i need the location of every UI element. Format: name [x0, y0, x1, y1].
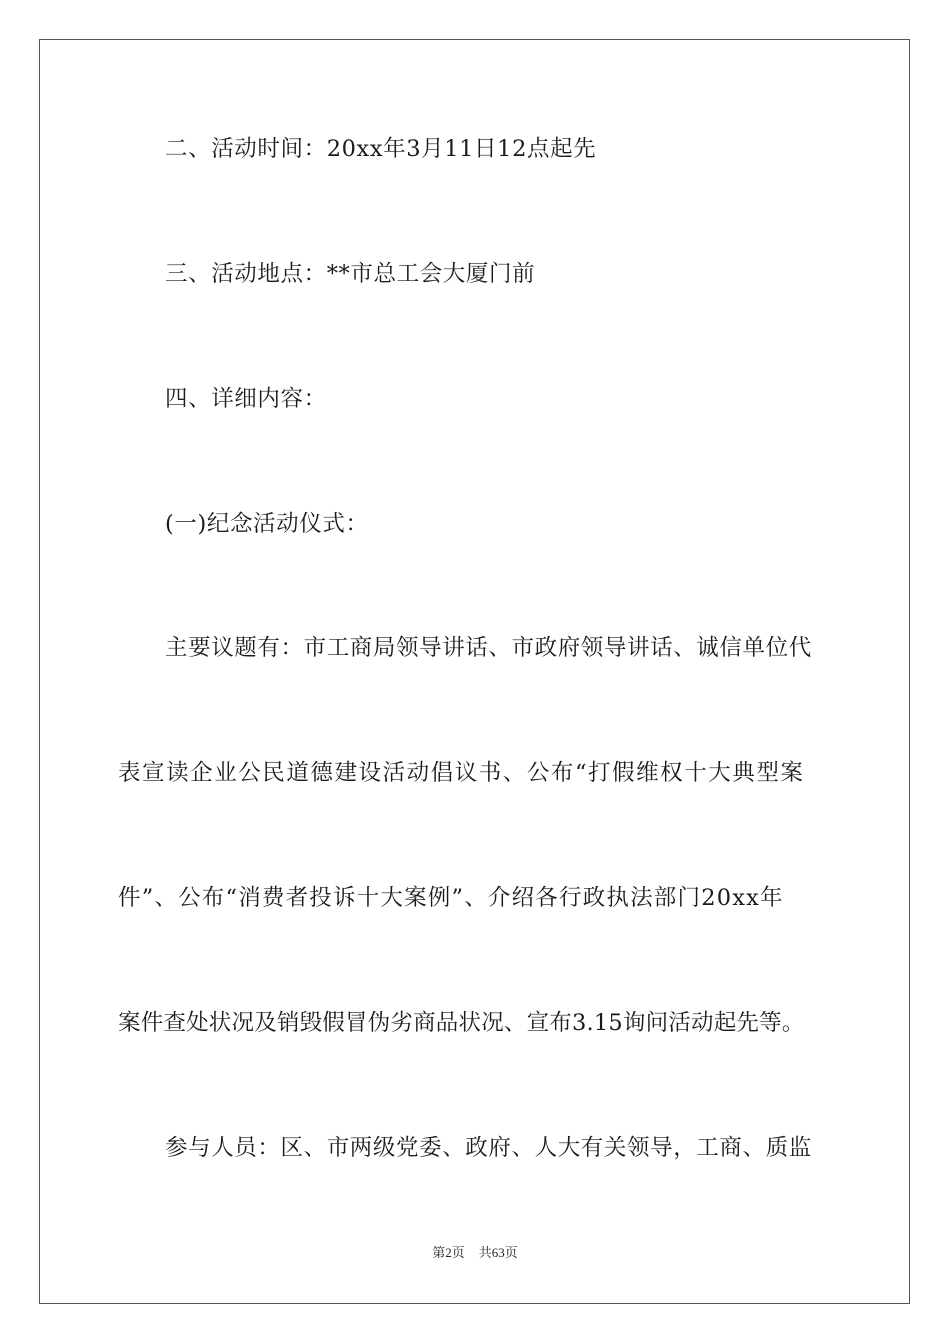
agenda-paragraph-line-3: 件”、公布“消费者投诉十大案例”、介绍各行政执法部门20xx年: [118, 885, 784, 911]
total-pages: 共63页: [478, 1245, 518, 1260]
agenda-paragraph-line-1: 主要议题有：市工商局领导讲话、市政府领导讲话、诚信单位代: [165, 635, 812, 661]
page-frame: [39, 39, 910, 1304]
activity-location-line: 三、活动地点：**市总工会大厦门前: [165, 261, 536, 287]
agenda-paragraph-line-4: 案件查处状况及销毁假冒伪劣商品状况、宣布3.15询问活动起先等。: [118, 1010, 805, 1036]
page-number: 第2页: [432, 1245, 465, 1260]
page-footer: [0, 1245, 950, 1261]
activity-time-line: 二、活动时间：20xx年3月11日12点起先: [165, 136, 597, 162]
ceremony-subheading: (一)纪念活动仪式：: [165, 511, 369, 537]
details-heading: 四、详细内容：: [165, 386, 327, 412]
participants-paragraph-line-1: 参与人员：区、市两级党委、政府、人大有关领导，工商、质监: [165, 1135, 812, 1161]
agenda-paragraph-line-2: 表宣读企业公民道德建设活动倡议书、公布“打假维权十大典型案: [118, 760, 805, 786]
